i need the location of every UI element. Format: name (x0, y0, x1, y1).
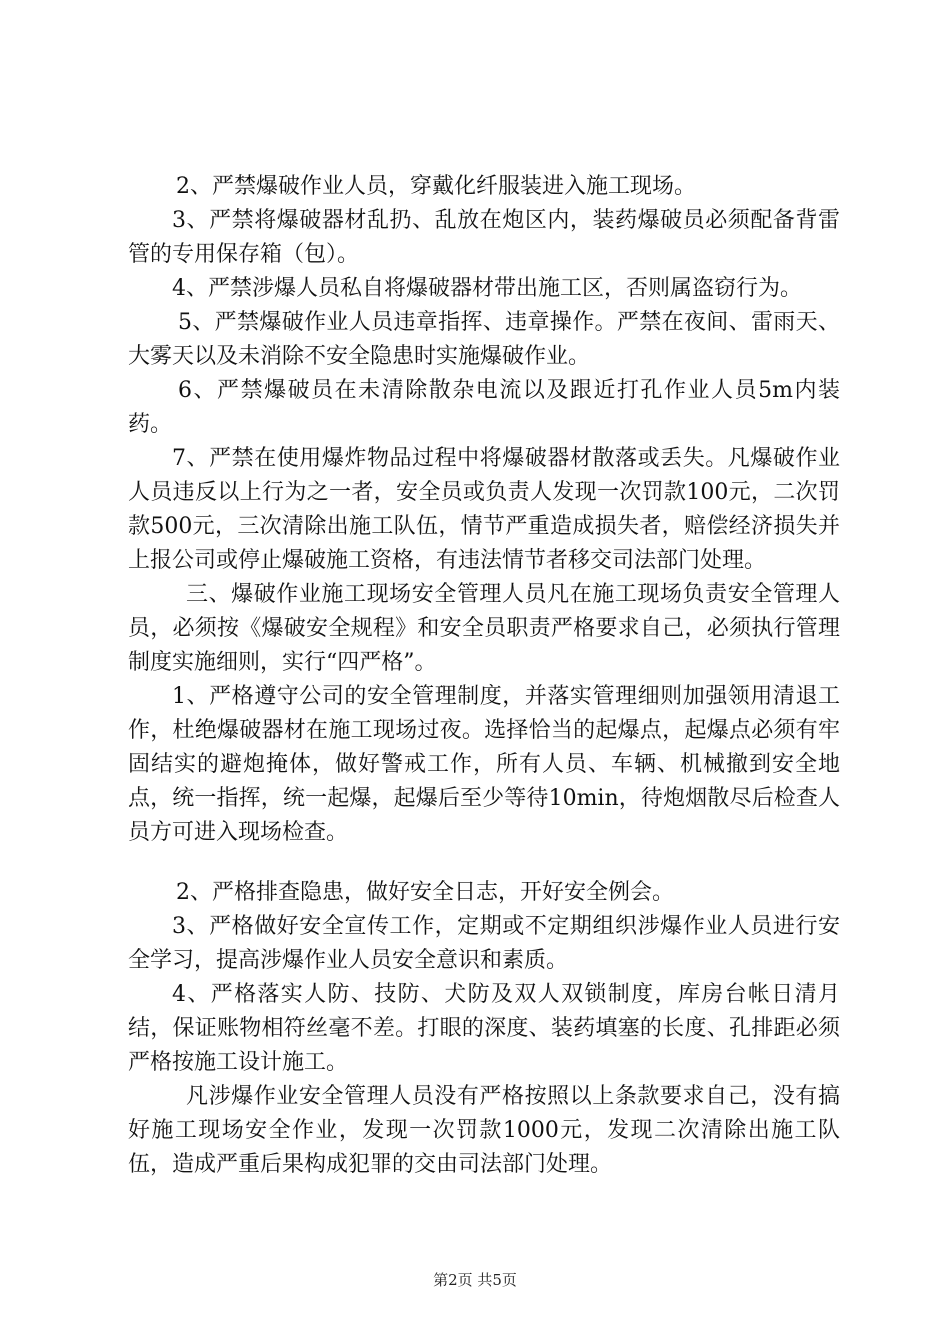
paragraph-rule-4: 4、严禁涉爆人员私自将爆破器材带出施工区，否则属盗窃行为。 (172, 276, 802, 301)
paragraph-strict-4: 4、严格落实人防、技防、犬防及双人双锁制度，库房台帐日清月结，保证账物相符丝毫不差。打眼的深度、装药填塞的长度、孔排距必须严格按施工设计施工。 (128, 982, 840, 1075)
paragraph-section-three: 三、爆破作业施工现场安全管理人员凡在施工现场负责安全管理人员，必须按《爆破安全规程》和安全员职责严格要求自己，必须执行管理制度实施细则，实行“四严格”。 (128, 582, 840, 675)
paragraph-rule-5: 5、严禁爆破作业人员违章指挥、违章操作。严禁在夜间、雷雨天、大雾天以及未消除不安全隐患时实施爆破作业。 (128, 310, 840, 369)
paragraph-strict-2: 2、严格排查隐患，做好安全日志，开好安全例会。 (176, 880, 674, 905)
document-body (128, 170, 840, 1182)
paragraph-rule-7: 7、严禁在使用爆炸物品过程中将爆破器材散落或丢失。凡爆破作业人员违反以上行为之一者，安全员或负责人发现一次罚款100元，二次罚款500元，三次清除出施工队伍，情节严重造成损失者，赔偿经济损失并上报公司或停止爆破施工资格，有违法情节者移交司法部门处理。 (128, 446, 840, 573)
paragraph-rule-3: 3、严禁将爆破器材乱扔、乱放在炮区内，装药爆破员必须配备背雷管的专用保存箱（包）。 (128, 208, 840, 267)
page-number-footer: 第2页 共5页 (433, 1271, 517, 1289)
paragraph-rule-6: 6、严禁爆破员在未清除散杂电流以及跟近打孔作业人员5m内装药。 (128, 378, 840, 437)
paragraph-rule-2: 2、严禁爆破作业人员，穿戴化纤服装进入施工现场。 (176, 174, 696, 199)
paragraph-strict-3: 3、严格做好安全宣传工作，定期或不定期组织涉爆作业人员进行安全学习，提高涉爆作业人员安全意识和素质。 (128, 914, 840, 973)
paragraph-penalty: 凡涉爆作业安全管理人员没有严格按照以上条款要求自己，没有搞好施工现场安全作业，发现一次罚款1000元，发现二次清除出施工队伍，造成严重后果构成犯罪的交由司法部门处理。 (128, 1084, 840, 1177)
paragraph-strict-1: 1、严格遵守公司的安全管理制度，并落实管理细则加强领用清退工作，杜绝爆破器材在施工现场过夜。选择恰当的起爆点，起爆点必须有牢固结实的避炮掩体，做好警戒工作，所有人员、车辆、机械撤到安全地点，统一指挥，统一起爆，起爆后至少等待10min，待炮烟散尽后检查人员方可进入现场检查。 (128, 684, 840, 845)
